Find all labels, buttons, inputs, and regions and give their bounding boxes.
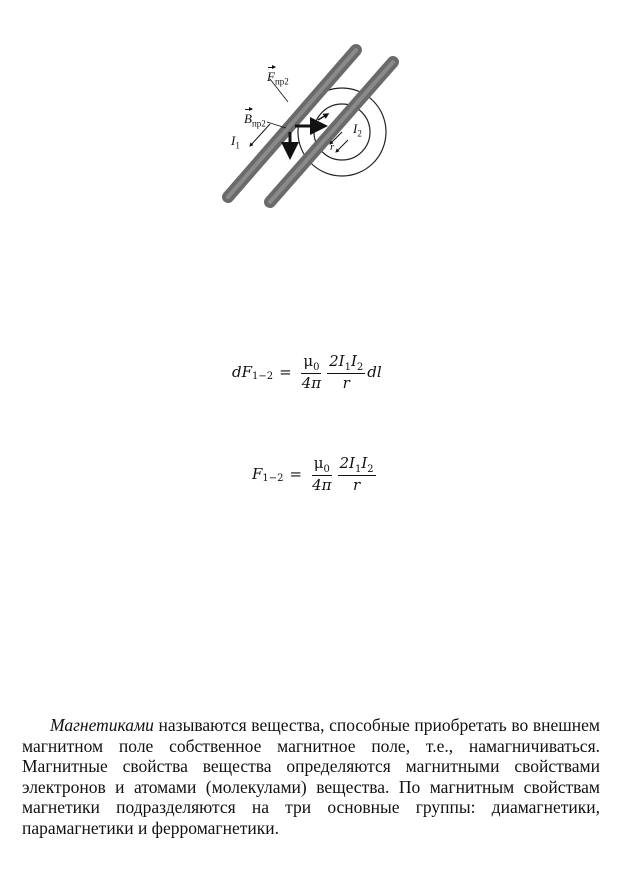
force-label: $F_{пр2}$ <box>267 69 289 87</box>
current-2-label: $I_2$ <box>353 121 362 139</box>
term-magnetics: Магнетиками <box>50 715 154 735</box>
fraction-currents: $\frac{2I_1I_2}{r}$ <box>339 454 374 494</box>
fraction-mu0: $\frac{\mu_0}{4\pi}$ <box>312 454 332 494</box>
formula-differential-force: dF 1−2 = $\frac{\mu_0}{4\pi}$ $\frac{2I_1I_2}{r}$ dl <box>232 352 382 392</box>
paragraph-text: называются вещества, способные приобретать во внешнем магнитном поле собственное магнитное поле, т.е., намагничиваться. Магнитные свойства вещества определяются магнитными свойствами электронов и атомами (молекулами) вещества. По магнитным свойствам магнетики подразделяются на три основные группы: диамагнетики, парамагнетики и ферромагнетики. <box>22 715 600 838</box>
formula-force: F 1−2 = $\frac{\mu_0}{4\pi}$ $\frac{2I_1I_2}{r}$ <box>252 454 374 494</box>
induction-label: $B_{пр2}$ <box>244 111 266 129</box>
conductors-diagram <box>210 32 415 222</box>
current-1-label: $I_1$ <box>231 133 240 151</box>
fraction-currents: $\frac{2I_1I_2}{r}$ <box>329 352 364 392</box>
radius-label: r <box>330 141 335 153</box>
fraction-mu0: $\frac{\mu_0}{4\pi}$ <box>301 352 322 392</box>
current-2-arrow <box>336 140 348 152</box>
parallel-conductors-figure <box>210 32 415 222</box>
magnetics-paragraph <box>22 715 600 838</box>
